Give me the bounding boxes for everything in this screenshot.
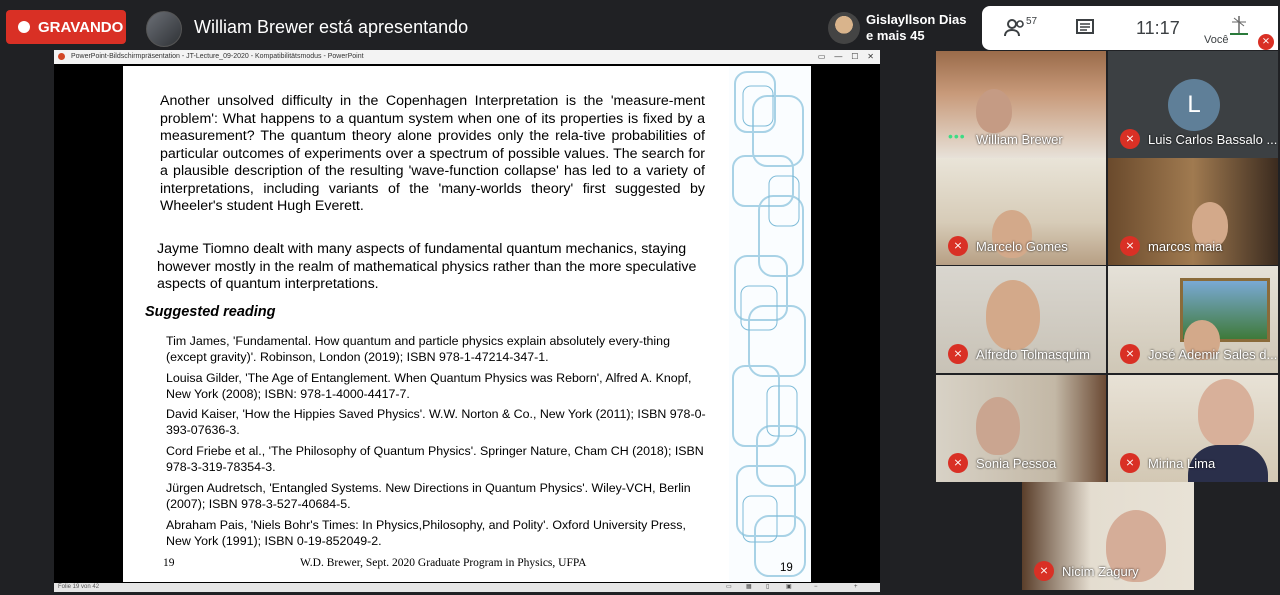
reference-item: Louisa Gilder, 'The Age of Entanglement. When Quantum Physics was Reborn', Alfred A. Knopf, New York (2008); ISBN: 978-1-4000-4417-7. — [166, 371, 692, 401]
pinned-participant-name[interactable] — [866, 12, 966, 44]
mic-off-icon: ⨯ — [1120, 236, 1140, 256]
mic-off-icon: ⨯ — [1034, 561, 1054, 581]
participant-name: William Brewer — [976, 132, 1063, 147]
mic-off-icon: ⨯ — [948, 453, 968, 473]
participant-tile[interactable] — [1108, 375, 1278, 482]
recording-label: GRAVANDO — [38, 18, 124, 36]
reference-item: Cord Friebe et al., 'The Philosophy of Quantum Physics'. Springer Nature, Cham CH (2018); ISBN 978-3-319-78354-3. — [166, 444, 704, 474]
meeting-controls — [982, 6, 1278, 50]
slide-paragraph-measurement: Another unsolved difficulty in the Copenhagen Interpretation is the 'measure-ment problem': What happens to a quantum system when one of its properties is fixed by a measurement? The quantum theory alone provides only the rela-tive probabilities of particular outcomes of experiments over a spectrum of possible values. The search for a plausible description of the resulting 'wave-function collapse' has led to a variety of interpretations, including variants of the 'many-worlds theory' first suggested by Wheeler's student Hugh Everett. — [160, 93, 705, 214]
participant-tile[interactable] — [1108, 51, 1278, 158]
participant-name: Mirina Lima — [1148, 456, 1216, 471]
reference-item: Abraham Pais, 'Niels Bohr's Times: In Physics,Philosophy, and Polity'. Oxford University Press, New York (1991); ISBN 0-19-852049-2. — [166, 518, 686, 548]
suggested-reading-heading: Suggested reading — [145, 304, 276, 320]
pinned-name-line1: Gislayllson Dias — [866, 12, 967, 27]
zoom-out-icon[interactable]: − — [814, 584, 818, 590]
chat-icon[interactable] — [1074, 18, 1096, 38]
reference-item: Jürgen Audretsch, 'Entangled Systems. New Directions in Quantum Physics'. Wiley-VCH, Berlin (2007); ISBN 978-3-527-40684-5. — [166, 481, 691, 511]
reading-view-icon[interactable]: ▯ — [766, 584, 770, 590]
powerpoint-status-bar — [54, 583, 880, 592]
powerpoint-logo-icon — [58, 53, 65, 60]
speaking-indicator-icon: ••• — [948, 128, 966, 144]
slide-paragraph-tiomno: Jayme Tiomno dealt with many aspects of fundamental quantum mechanics, staying however mostly in the realm of mathematical physics rather than the more speculative aspects of quantum interpretations. — [157, 241, 697, 292]
participant-tile[interactable] — [936, 158, 1106, 265]
presenter-avatar — [146, 11, 182, 47]
participant-tile[interactable] — [936, 266, 1106, 373]
powerpoint-title-bar — [54, 50, 880, 64]
mic-off-icon: ⨯ — [948, 344, 968, 364]
participant-name: José Ademir Sales d... — [1148, 347, 1278, 362]
participants-count: 57 — [1026, 16, 1038, 27]
presenter-status: William Brewer está apresentando — [194, 17, 469, 37]
mic-off-icon: ⨯ — [948, 236, 968, 256]
powerpoint-title-text: PowerPoint-Bildschirmpräsentation - JT-Lecture_09-2020 - Kompatibilitätsmodus - PowerPoint — [70, 53, 364, 60]
pinned-name-line2: e mais 45 — [866, 28, 925, 43]
participant-name: Nicim Zagury — [1062, 564, 1139, 579]
mic-off-icon: ⨯ — [1258, 34, 1274, 50]
window-buttons[interactable]: ▭ — ☐ ✕ — [817, 52, 874, 61]
slide-counter: Folie 19 von 42 — [58, 584, 100, 590]
zoom-in-icon[interactable]: + — [854, 584, 858, 590]
pinned-participant-avatar[interactable] — [828, 12, 860, 44]
normal-view-icon[interactable]: ▭ — [726, 584, 732, 590]
slide-number: 19 — [780, 562, 793, 574]
mic-off-icon: ⨯ — [1120, 344, 1140, 364]
participant-name: Sonia Pessoa — [976, 456, 1057, 471]
reference-item: Tim James, 'Fundamental. How quantum and particle physics explain absolutely every-thing (except gravity)'. Robinson, London (2019); ISBN 978-1-47214-347-1. — [166, 334, 670, 364]
participant-tile[interactable] — [936, 51, 1106, 158]
self-avatar[interactable] — [1226, 12, 1252, 38]
people-icon[interactable] — [1004, 18, 1026, 38]
slide-sorter-icon[interactable]: ▦ — [746, 584, 752, 590]
slide-footer-number: 19 — [163, 557, 175, 569]
slideshow-icon[interactable]: ▣ — [786, 584, 792, 590]
mic-off-icon: ⨯ — [1120, 129, 1140, 149]
participant-name: Alfredo Tolmasquim — [976, 347, 1090, 362]
slide — [123, 66, 811, 582]
mic-off-icon: ⨯ — [1120, 453, 1140, 473]
you-label: Você — [1204, 34, 1229, 46]
record-dot-icon — [18, 21, 30, 33]
participant-avatar: L — [1168, 79, 1220, 131]
participant-name: Luis Carlos Bassalo ... — [1148, 132, 1278, 147]
recording-badge — [6, 10, 126, 44]
meeting-top-bar — [0, 0, 1280, 54]
participant-tile[interactable] — [1108, 158, 1278, 265]
participant-name: marcos maia — [1148, 239, 1223, 254]
reference-item: David Kaiser, 'How the Hippies Saved Physics'. W.W. Norton & Co., New York (2011); ISBN 978-0-393-07636-3. — [166, 407, 706, 437]
shared-screen — [54, 50, 880, 592]
participant-tile[interactable] — [936, 375, 1106, 482]
participant-tile[interactable] — [1022, 482, 1194, 590]
participant-name: Marcelo Gomes — [976, 239, 1068, 254]
clock-time: 11:17 — [1136, 18, 1180, 38]
slide-decoration — [729, 66, 811, 582]
slide-footer-text: W.D. Brewer, Sept. 2020 Graduate Program in Physics, UFPA — [300, 557, 587, 569]
participant-tile[interactable] — [1108, 266, 1278, 373]
